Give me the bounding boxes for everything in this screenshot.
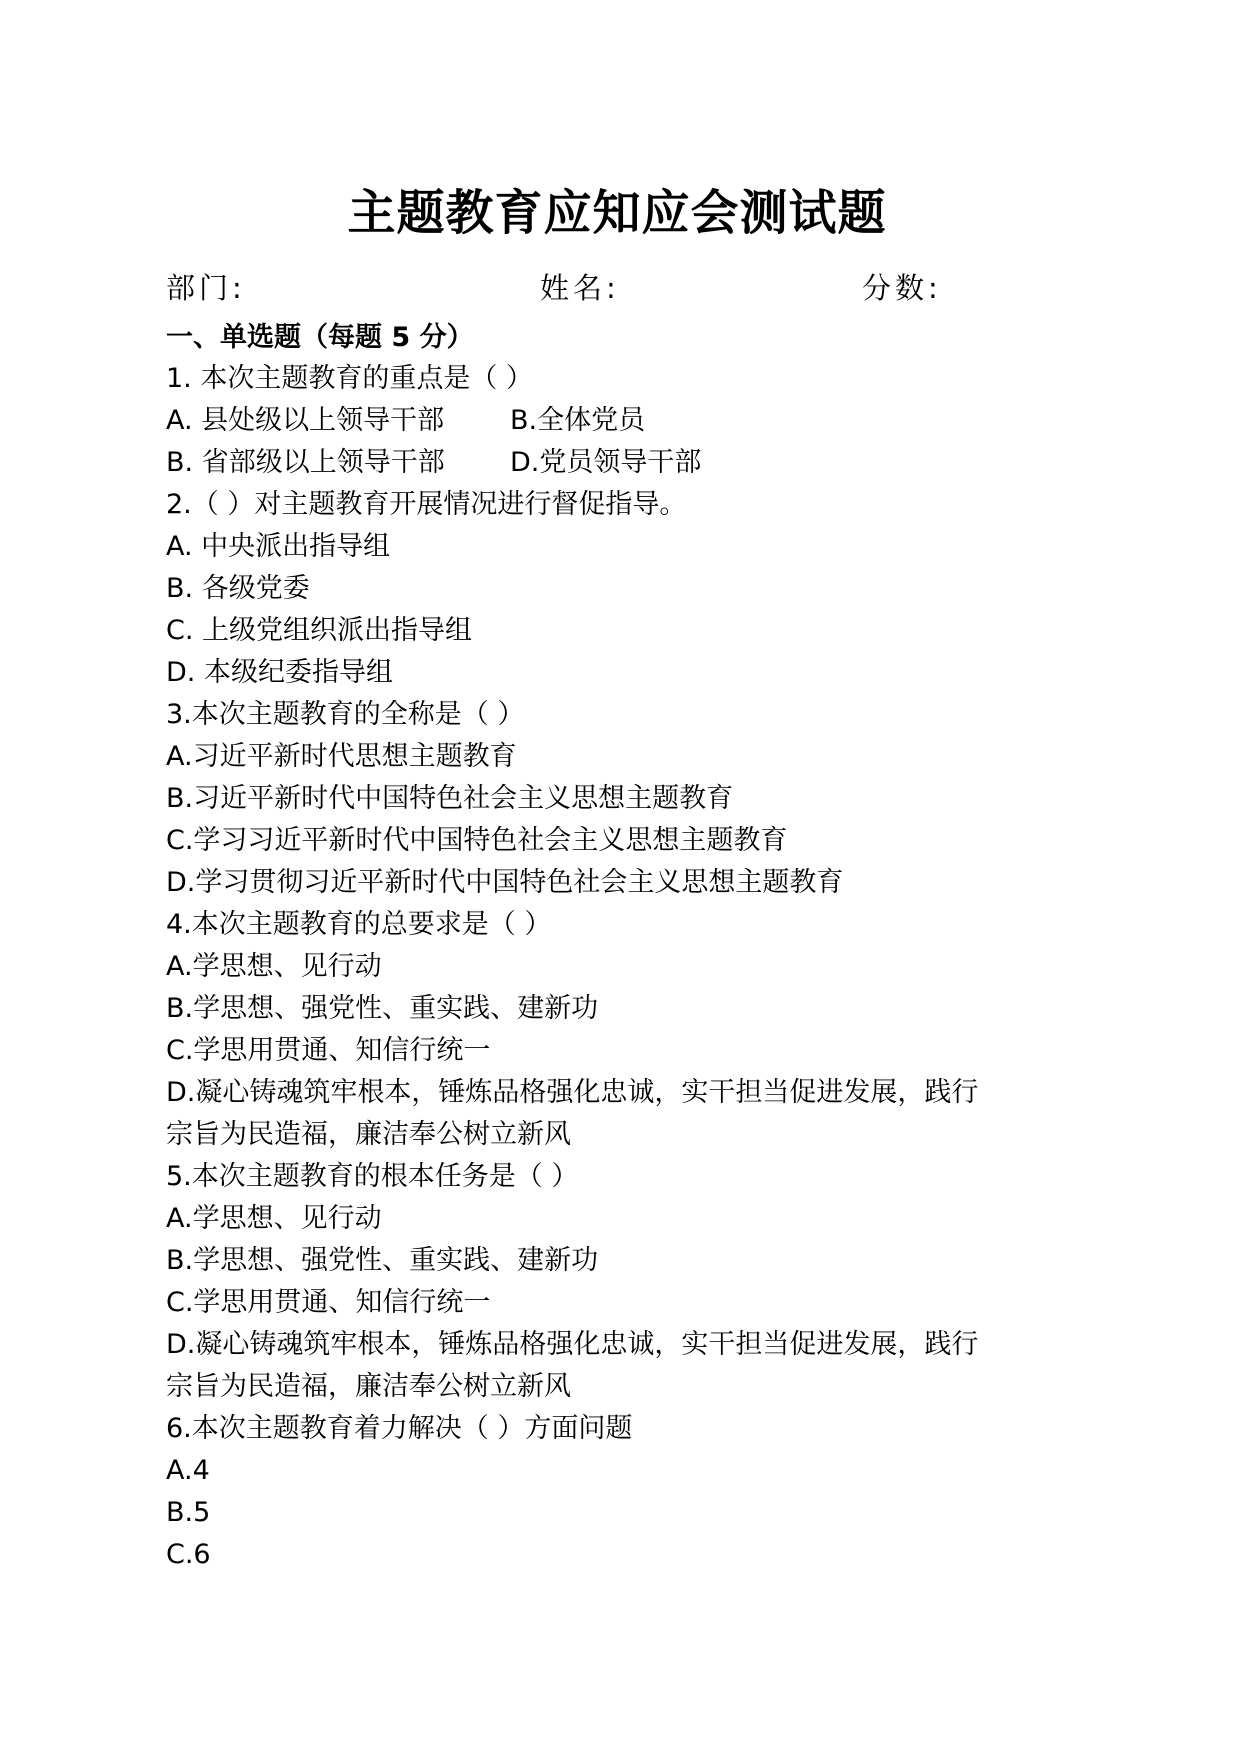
question-5-option-d-line-1: D.凝心铸魂筑牢根本，锤炼品格强化忠诚，实干担当促进发展，践行 <box>166 1329 979 1360</box>
question-4-option-c: C.学思用贯通、知信行统一 <box>166 1035 491 1066</box>
question-3: 3.本次主题教育的全称是（ ） <box>166 699 525 730</box>
department-field-label: 部门: <box>166 271 246 305</box>
question-4-option-d-line-2: 宗旨为民造福，廉洁奉公树立新风 <box>166 1119 571 1150</box>
question-5-option-b: B.学思想、强党性、重实践、建新功 <box>166 1245 599 1276</box>
question-3-option-a: A.习近平新时代思想主题教育 <box>166 741 517 772</box>
question-3-option-b: B.习近平新时代中国特色社会主义思想主题教育 <box>166 783 734 814</box>
question-1-option-b: B.全体党员 <box>510 405 646 436</box>
question-6-option-c: C.6 <box>166 1539 211 1570</box>
question-5-option-d-line-2: 宗旨为民造福，廉洁奉公树立新风 <box>166 1371 571 1402</box>
question-6-option-b: B.5 <box>166 1497 211 1528</box>
question-5-option-a: A.学思想、见行动 <box>166 1203 382 1234</box>
question-2-option-c: C. 上级党组织派出指导组 <box>166 615 473 646</box>
question-2-option-a: A. 中央派出指导组 <box>166 531 391 562</box>
question-1-options-row-2 <box>166 442 1086 484</box>
question-6-option-a: A.4 <box>166 1455 210 1486</box>
question-2-option-d: D. 本级纪委指导组 <box>166 657 393 688</box>
question-body <box>166 318 1086 1576</box>
question-4: 4.本次主题教育的总要求是（ ） <box>166 909 552 940</box>
question-4-option-b: B.学思想、强党性、重实践、建新功 <box>166 993 599 1024</box>
question-3-option-d: D.学习贯彻习近平新时代中国特色社会主义思想主题教育 <box>166 867 844 898</box>
question-1-option-a: A. 县处级以上领导干部 <box>166 405 445 436</box>
page-title: 主题教育应知应会测试题 <box>347 185 887 241</box>
question-1-options-row-1 <box>166 400 1086 442</box>
question-4-option-d-line-1: D.凝心铸魂筑牢根本，锤炼品格强化忠诚，实干担当促进发展，践行 <box>166 1077 979 1108</box>
question-5: 5.本次主题教育的根本任务是（ ） <box>166 1161 579 1192</box>
name-field-label: 姓名: <box>540 271 620 305</box>
question-3-option-c: C.学习习近平新时代中国特色社会主义思想主题教育 <box>166 825 788 856</box>
question-1-option-c: B. 省部级以上领导干部 <box>166 447 445 478</box>
question-1-option-d: D.党员领导干部 <box>510 447 702 478</box>
score-field-label: 分数: <box>862 271 942 305</box>
question-4-option-a: A.学思想、见行动 <box>166 951 382 982</box>
question-6: 6.本次主题教育着力解决（ ）方面问题 <box>166 1413 633 1444</box>
question-2-option-b: B. 各级党委 <box>166 573 310 604</box>
question-5-option-c: C.学思用贯通、知信行统一 <box>166 1287 491 1318</box>
question-1: 1. 本次主题教育的重点是（ ） <box>166 363 533 394</box>
question-2: 2.（ ）对主题教育开展情况进行督促指导。 <box>166 489 687 520</box>
section-heading: 一、单选题（每题 5 分） <box>166 322 474 353</box>
